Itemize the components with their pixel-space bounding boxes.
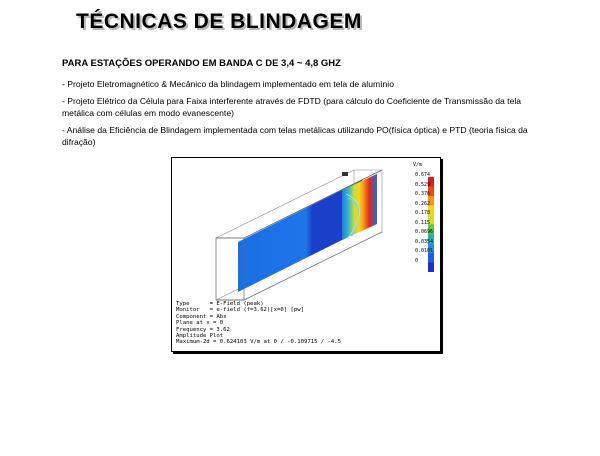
info-line: Monitor = e-field (f=3.62)[x=0] [pw]: [176, 307, 304, 314]
legend-tick: 0.0696: [415, 229, 434, 235]
bullet-item: - Projeto Eletromagnético & Mecânico da blindagem implementado em tela de alumínio: [62, 79, 394, 89]
info-line: Type = E-Field (peak): [176, 301, 264, 307]
slide-subtitle: PARA ESTAÇÕES OPERANDO EM BANDA C DE 3,4 ~ 4,8 GHZ: [62, 58, 341, 69]
info-line: Maximum-2d = 0.624103 V/m at 0 / -0.109715 / -4.5: [176, 339, 342, 346]
legend-tick: 0.0101: [415, 248, 434, 254]
info-line: Component = Abs: [176, 313, 227, 320]
simulation-figure: [171, 157, 441, 352]
simulation-info: [176, 301, 341, 346]
legend-tick: 0.674: [415, 172, 431, 178]
legend-tick: 0.376: [415, 191, 431, 197]
antenna-shape: [342, 172, 348, 176]
info-line: Plane at x = 0: [176, 320, 224, 327]
bullet-item: - Projeto Elétrico da Célula para Faixa interferente através de FDTD (para cálculo do Coeficiente de Transmissão da tela metálica com células em modo evanescente): [62, 96, 522, 118]
bullet-item: - Análise da Eficiência de Blindagem implementada com telas metálicas utilizando PO(física óptica) e PTD (teoria física da difração): [62, 125, 528, 147]
legend-tick: 0.529: [415, 181, 431, 188]
legend-tick: 0.262: [415, 200, 431, 207]
slide-title: TÉCNICAS DE BLINDAGEM: [76, 10, 362, 33]
bullet-list: [62, 78, 532, 153]
legend-tick: 0.178: [415, 210, 431, 216]
info-line: Amplitude Plot: [176, 333, 224, 340]
field-hotspot: [342, 174, 377, 240]
legend-unit: V/m: [413, 162, 423, 168]
info-line: Frequency = 3.62: [176, 326, 230, 333]
legend-tick: 0.0354: [415, 238, 434, 245]
legend-tick: 0.115: [415, 219, 431, 226]
legend-tick: 0: [415, 257, 419, 264]
